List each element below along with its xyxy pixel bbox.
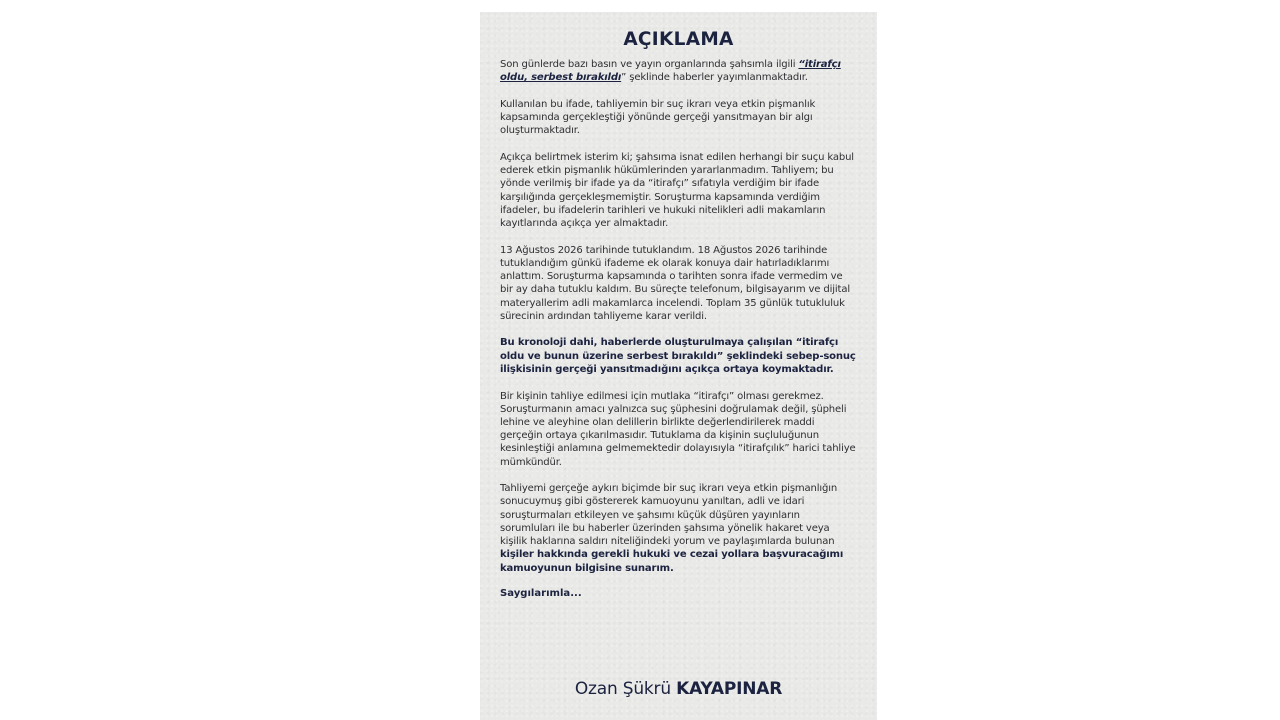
paragraph-1: [500, 58, 857, 84]
paragraph-6: Bir kişinin tahliye edilmesi için mutlaka “itirafçı” olması gerekmez. Soruşturmanın amacı yalnızca suç şüphesini doğrulamak değil, şüpheli lehine ve aleyhine olan delillerin birlikte değerlendirilerek maddi gerçeğin ortaya çıkarılmasıdır. Tutuklama da kişinin suçluluğunun kesinleştiği anlamına gelmemektedir dolayısıyla “itirafçılık” harici tahliye mümkündür.: [500, 390, 856, 468]
closing-line: Saygılarımla...: [500, 588, 582, 600]
signature-given-name: Ozan Şükrü: [574, 679, 677, 699]
statement-document: [480, 12, 877, 720]
quoted-headline: “itirafçı oldu, serbest bırakıldı: [500, 59, 841, 84]
paragraph-2: Kullanılan bu ifade, tahliyemin bir suç ikrarı veya etkin pişmanlık kapsamında gerçekleştiği yönünde gerçeği yansıtmayan bir algı oluşturmaktadır.: [500, 98, 816, 137]
paragraph-4: 13 Ağustos 2026 tarihinde tutuklandım. 18 Ağustos 2026 tarihinde tutuklandığım günkü ifademe ek olarak konuya dair hatırladıklarımı anlattım. Soruşturma kapsamında o tarihten sonra ifade vermedim ve bir ay daha tutuklu kaldım. Bu süreçte telefonum, bilgisayarım ve dijital materyallerim adli makamlarca incelendi. Toplam 35 günlük tutukluluk sürecinin ardından tahliyeme karar verildi.: [500, 244, 850, 322]
paragraph-7-bold-text: kişiler hakkında gerekli hukuki ve cezai yollara başvuracağımı kamuoyunun bilgisine sunarım.: [500, 549, 844, 574]
paragraph-7-text: Tahliyemi gerçeğe aykırı biçimde bir suç ikrarı veya etkin pişmanlığın sonucuymuş gibi göstererek kamuoyunu yanıltan, adli ve idari soruşturmaları etkileyen ve şahsımı küçük düşüren yayınların sorumluları ile bu haberler üzerinden şahsıma yönelik hakaret veya kişilik haklarına saldırı niteliğindeki yorum ve paylaşımlarda bulunan: [500, 483, 838, 548]
document-title: AÇIKLAMA: [623, 29, 734, 50]
signature-surname: KAYAPINAR: [676, 679, 783, 699]
paragraph-7: [500, 482, 857, 574]
paragraph-1-text-end: ” şeklinde haberler yayımlanmaktadır.: [621, 72, 808, 84]
paragraph-5: Bu kronoloji dahi, haberlerde oluşturulmaya çalışılan “itirafçı oldu ve bunun üzerine serbest bırakıldı” şeklindeki sebep-sonuç ilişkisinin gerçeği yansıtmadığını açıkça ortaya koymaktadır.: [500, 337, 856, 375]
paragraph-1-text-start: Son günlerde bazı basın ve yayın organlarında şahsımla ilgili: [500, 59, 799, 70]
signature: [480, 679, 877, 699]
paragraph-3: Açıkça belirtmek isterim ki; şahsıma isnat edilen herhangi bir suçu kabul ederek etkin pişmanlık hükümlerinden yararlanmadım. Tahliyem; bu yönde verilmiş bir ifade ya da “itirafçı” sıfatıyla verdiğim bir ifade karşılığında gerçekleşmemiştir. Soruşturma kapsamında verdiğim ifadeler, bu ifadelerin tarihleri ve hukuki nitelikleri adli makamların kayıtlarında açıkça yer almaktadır.: [500, 152, 854, 230]
